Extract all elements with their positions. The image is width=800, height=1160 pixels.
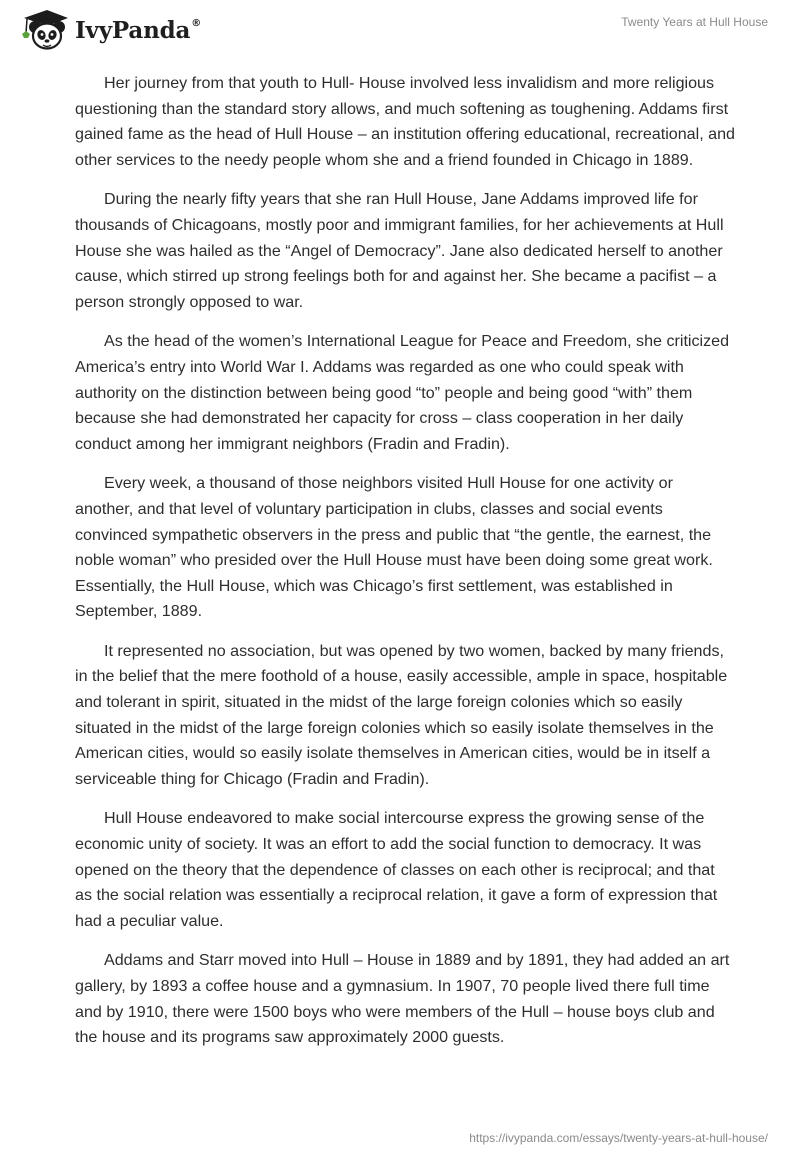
paragraph: Hull House endeavored to make social intercourse express the growing sense of the economic unity of society. It was an effort to add the social function to democracy. It was opened on the theory that the dependence of classes on each other is reciprocal; and that as the social relation was essentially a reciprocal relation, it gave a form of expression that had a peculiar value. <box>75 809 718 930</box>
page-header <box>0 0 800 60</box>
essay-body <box>75 71 735 1065</box>
paragraph: Addams and Starr moved into Hull – House in 1889 and by 1891, they had added an art gallery, by 1893 a coffee house and a gymnasium. In 1907, 70 people lived there full time and by 1910, there were 1500 boys who were members of the Hull – house boys club and the house and its programs saw approximately 2000 guests. <box>75 951 730 1047</box>
paragraph: As the head of the women’s International League for Peace and Freedom, she criticized America’s entry into World War I. Addams was regarded as one who could speak with authority on the distinction between being good “to” people and being good “with” them because she had demonstrated her capacity for cross – class cooperation in her daily conduct among her immigrant neighbors (Fradin and Fradin). <box>75 332 730 453</box>
paragraph: Every week, a thousand of those neighbors visited Hull House for one activity or another, and that level of voluntary participation in clubs, classes and social events convinced sympathetic observers in the press and public that “the gentle, the earnest, the noble woman” who presided over the Hull House must have been doing some great work. Essentially, the Hull House, which was Chicago’s first settlement, was established in September, 1889. <box>75 474 713 621</box>
source-url[interactable]: https://ivypanda.com/essays/twenty-years-at-hull-house/ <box>469 1131 768 1145</box>
paragraph: It represented no association, but was opened by two women, backed by many friends, in the belief that the mere foothold of a house, easily accessible, ample in space, hospitable and tolerant in spirit, situated in the midst of the large foreign colonies which so easily situated in the midst of the large foreign colonies which so easily isolate themselves in the American cities, would so easily isolate themselves in American cities, would be in itself a serviceable thing for Chicago (Fradin and Fradin). <box>75 641 728 788</box>
registered-mark: ® <box>191 17 201 29</box>
logo-text: IvyPanda <box>75 16 191 44</box>
logo-wordmark <box>75 17 201 44</box>
ivypanda-logo[interactable] <box>16 8 201 52</box>
document-title: Twenty Years at Hull House <box>621 15 768 29</box>
panda-graduate-icon <box>16 8 68 52</box>
paragraph: During the nearly fifty years that she ran Hull House, Jane Addams improved life for thousands of Chicagoans, mostly poor and immigrant families, for her achievements at Hull House she was hailed as the “Angel of Democracy”. Jane also dedicated herself to another cause, which stirred up strong feelings both for and against her. She became a pacifist – a person strongly opposed to war. <box>75 190 724 311</box>
paragraph: Her journey from that youth to Hull- House involved less invalidism and more religious questioning than the standard story allows, and much softening as toughening. Addams first gained fame as the head of Hull House – an institution offering educational, recreational, and other services to the needy people whom she and a friend founded in Chicago in 1889. <box>75 74 735 169</box>
